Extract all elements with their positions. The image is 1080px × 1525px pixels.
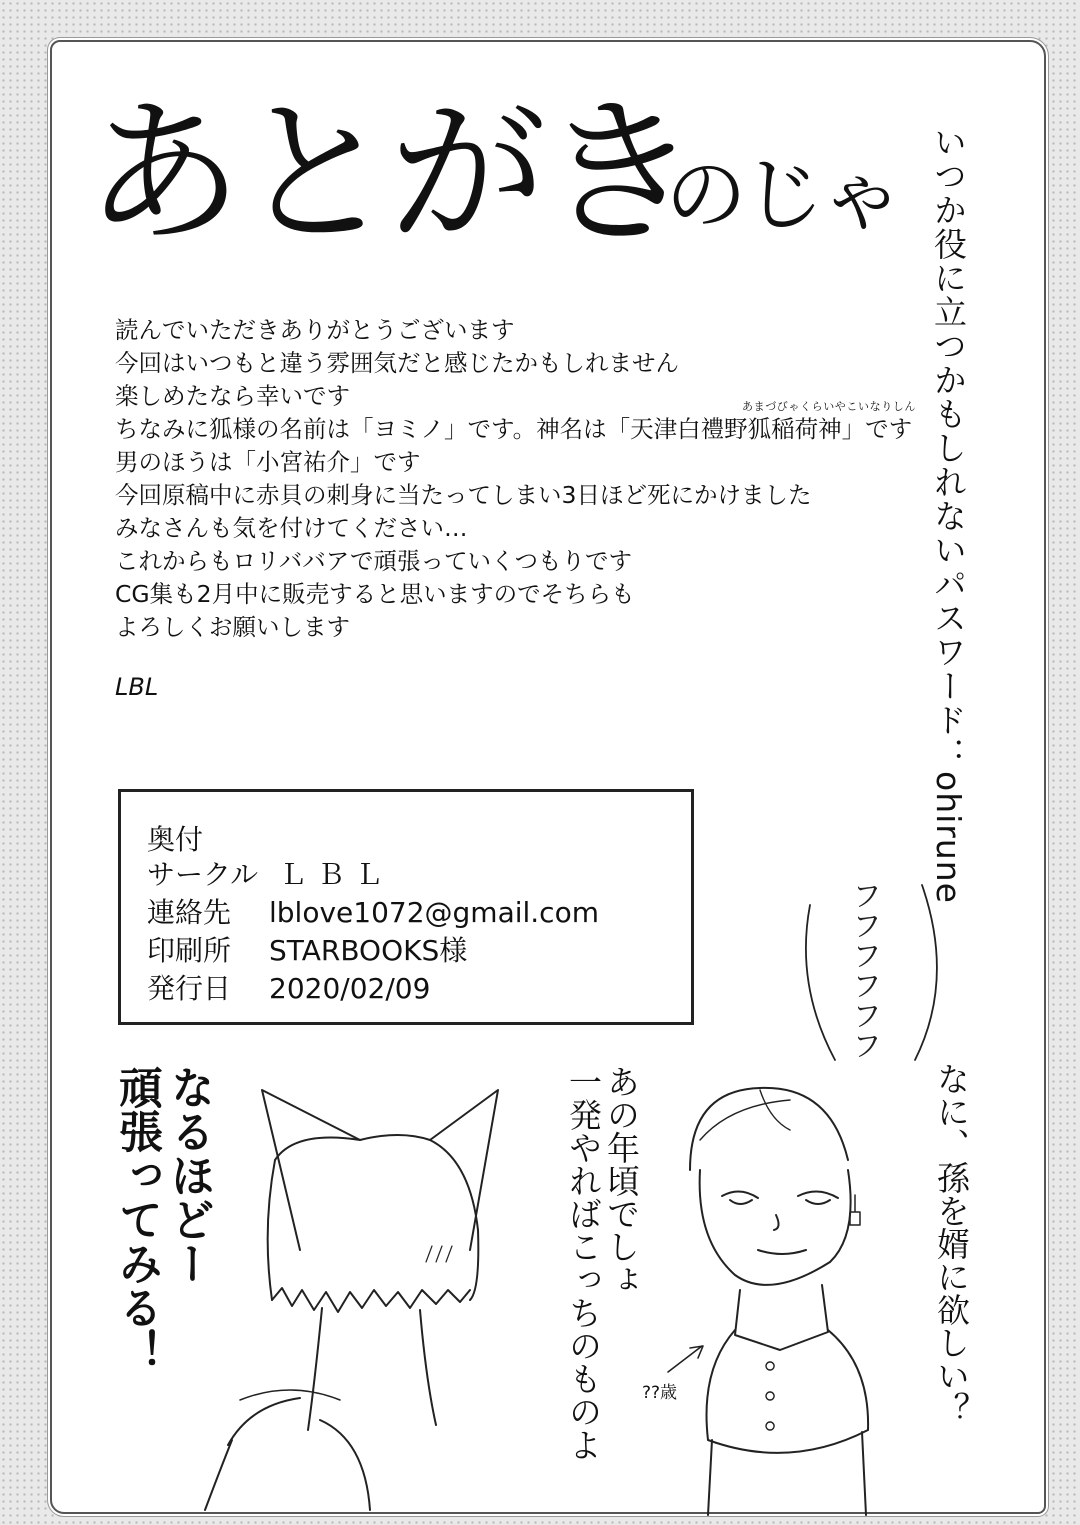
fox-right-ear [430,1090,498,1250]
colophon-printer-value: STARBOOKS様 [269,934,468,967]
fox-hair-back [240,1390,340,1400]
message-line: 楽しめたなら幸いです [115,382,350,410]
grandma-right-eye [798,1191,838,1204]
ruby-reading: あまづびゃくらいやこいなりしん [742,400,916,413]
grandma-dialogue-line3: あの年頃でしょ [602,1065,641,1296]
fox-hair-fringe [272,1288,470,1312]
message-line: これからもロリババアで頑張っていくつもりです [115,547,632,575]
age-note: ??歳 [642,1383,678,1403]
afterword-title: あとがき [85,82,693,266]
colophon-contact-value: lblove1072@gmail.com [269,896,599,929]
grandma-dialogue-line1: なに、孫を婿に欲しい？ [932,1062,971,1425]
password-note: いつか役に立つかもしれないパスワード：ohirune [929,125,968,904]
message-line: ちなみに狐様の名前は「ヨミノ」です。神名は「天津白禮野狐稲荷神」です [115,415,913,443]
message-line: よろしくお願いします [115,613,350,641]
tension-line-left [806,905,835,1060]
grandma-nose [774,1215,779,1230]
grandma-mouth [758,1250,806,1254]
colophon-printer-label: 印刷所 [147,934,232,967]
grandma-hair [690,1088,848,1170]
grandma-cape [707,1330,869,1453]
grandma-left-eye [722,1191,758,1204]
message-line: みなさんも気を付けてください… [115,514,468,542]
fox-head [275,1135,478,1300]
grandma-hair-part [700,1090,790,1140]
fox-shoulders [205,1398,370,1510]
grandma-buttons [766,1362,774,1430]
grandma-collar [735,1285,828,1350]
colophon-circle-label: サークル [147,858,259,891]
message-line: CG集も2月中に販売すると思いますのでそちらも [115,580,635,608]
colophon-date-label: 発行日 [147,972,232,1005]
grandma-body [708,1432,866,1515]
colophon-heading: 奥付 [147,823,204,856]
age-arrow [668,1346,703,1372]
fox-dialogue-line2: なるほどー [163,1065,214,1285]
message-line: 今回はいつもと違う雰囲気だと感じたかもしれません [115,349,679,377]
colophon-date-value: 2020/02/09 [269,972,431,1005]
laugh-sound-effect: フフフフフフ [846,880,881,1060]
fox-dialogue-line1: 頑張ってみる！ [111,1065,162,1373]
fox-left-ear [262,1090,360,1250]
grandma-face [700,1170,851,1285]
tension-line-right [915,885,937,1060]
message-line: 今回原稿中に赤貝の刺身に当たってしまい3日ほど死にかけました [115,481,812,509]
colophon-contact-label: 連絡先 [147,896,232,929]
message-line: 男のほうは「小宮祐介」です [115,448,421,476]
fox-hair-strands [426,1246,452,1262]
message-line: 読んでいただきありがとうございます [115,316,515,344]
afterword-title-suffix: のじゃ [665,148,900,243]
fox-head-left [268,1160,275,1300]
colophon-circle-value: ＬＢＬ [279,858,394,891]
grandma-dialogue-line2: 一発やればこっちのものよ [564,1065,603,1461]
fox-neck [308,1308,436,1430]
signature: LBL [115,673,159,701]
